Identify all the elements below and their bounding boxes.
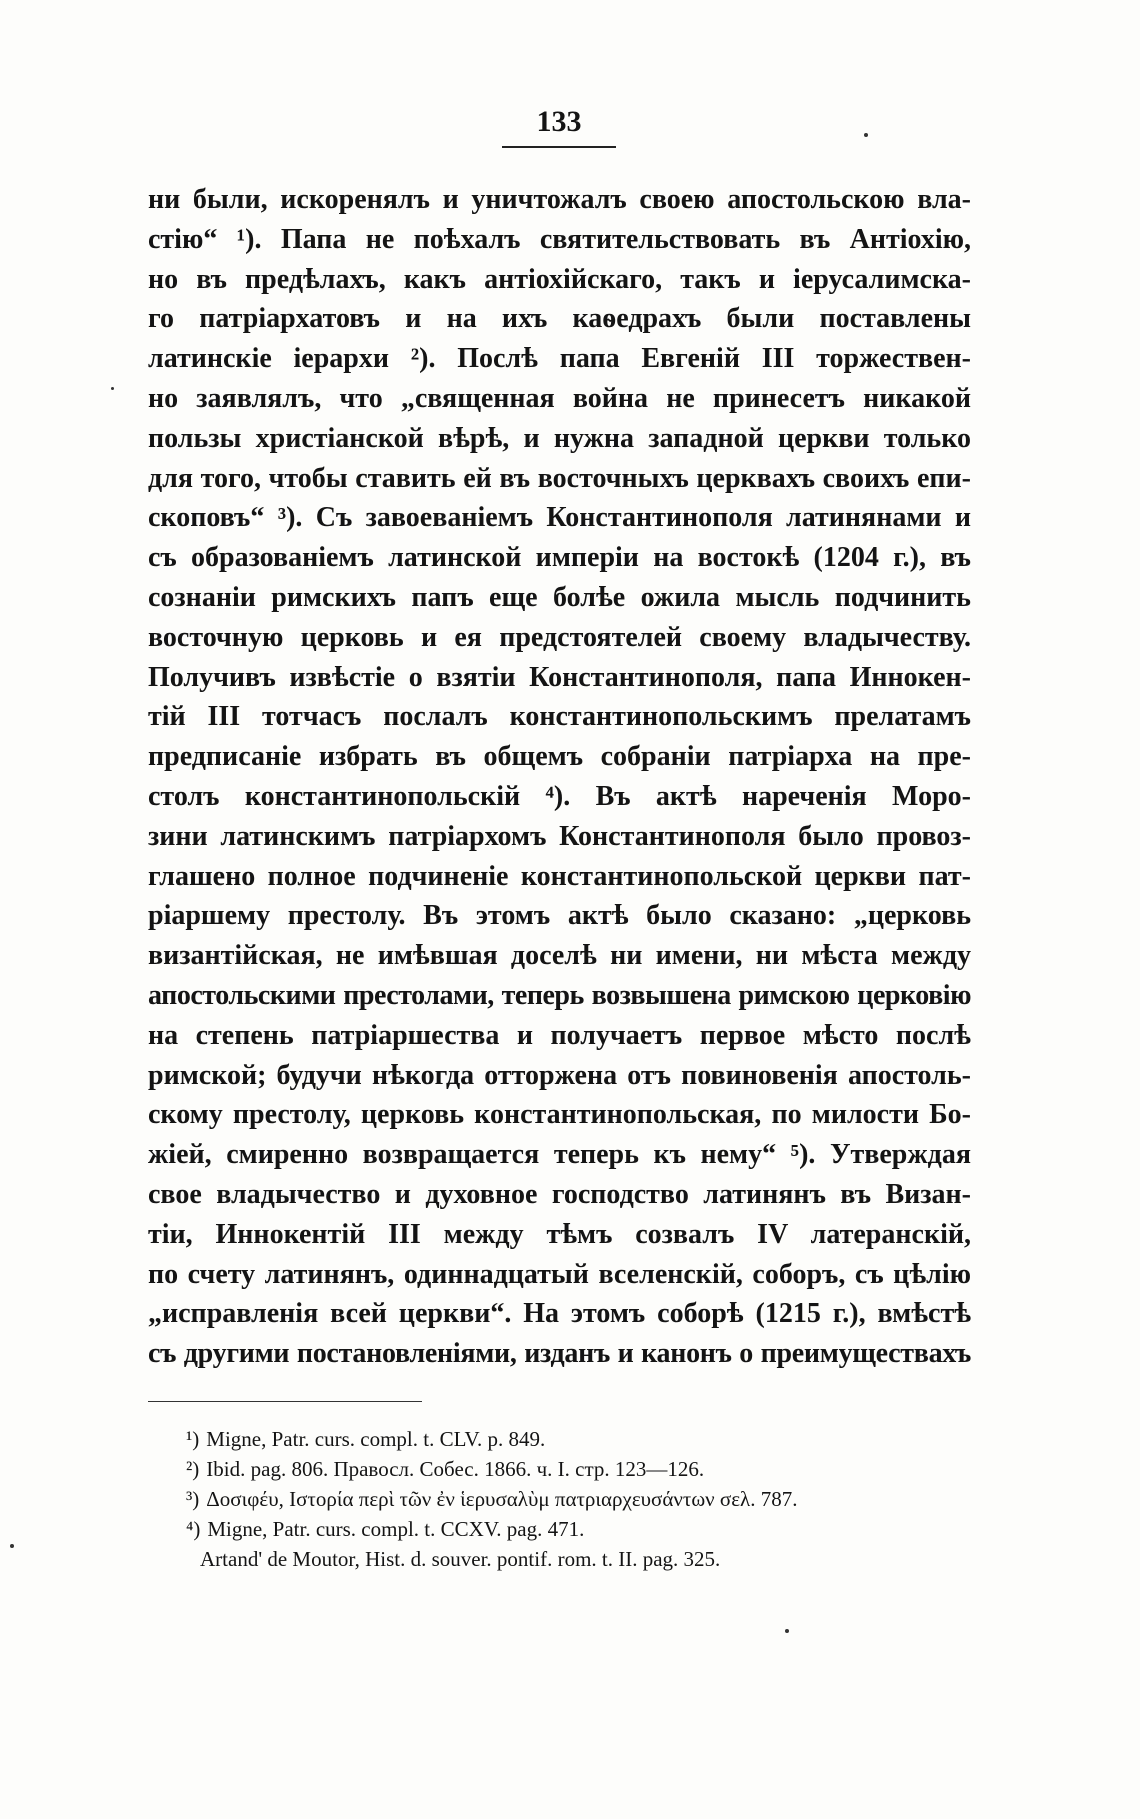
footnote-text: Artand' de Moutor, Hist. d. souver. pontif. rom. t. II. pag. 325. xyxy=(200,1547,721,1571)
footnote xyxy=(186,1454,986,1484)
page-number-underline xyxy=(502,146,616,148)
text-line: зини латинскимъ патріархомъ Константинополя было провоз- xyxy=(148,820,971,852)
text-line: ни были, искоренялъ и уничтожалъ своею апостольскою вла- xyxy=(148,184,971,215)
footnote-mark: ²) xyxy=(186,1457,200,1481)
text-line: по счету латинянъ, одиннадцатый вселенскій, соборъ, съ цѣлію xyxy=(148,1258,971,1290)
text-line: византійская, не имѣвшая доселѣ ни имени, ни мѣста между xyxy=(148,940,971,972)
text-line: тіи, Иннокентій III между тѣмъ созвалъ IV латеранскій, xyxy=(148,1218,971,1250)
scan-speck xyxy=(111,387,114,390)
text-line: предписаніе избрать въ общемъ собраніи патріарха на пре- xyxy=(148,741,971,773)
footnote-text: Ibid. pag. 806. Правосл. Собес. 1866. ч. I. стр. 123—126. xyxy=(206,1457,705,1481)
main-text-block xyxy=(148,180,971,1374)
text-line: латинскіе іерархи ²). Послѣ папа Евгеній III торжествен- xyxy=(148,343,971,375)
footnote xyxy=(186,1514,986,1544)
footnote-text: Δοσιφέυ, Ιστορία περὶ τῶν ἐν ἱερυσαλὺμ πατριαρχευσάντων σελ. 787. xyxy=(206,1487,798,1511)
text-line: жіей, смиренно возвращается теперь къ нему“ ⁵). Утверждая xyxy=(148,1139,971,1171)
footnote-text: Migne, Patr. curs. compl. t. CLV. p. 849. xyxy=(206,1427,546,1451)
text-line: столъ константинопольскій ⁴). Въ актѣ нареченія Моро- xyxy=(148,780,971,812)
text-line: апостольскими престолами, теперь возвышена римскою церковію xyxy=(148,979,971,1011)
text-line: тій III тотчасъ послалъ константинопольскимъ прелатамъ xyxy=(148,701,971,733)
text-line: ріаршему престолу. Въ этомъ актѣ было сказано: „церковь xyxy=(148,900,971,932)
text-line: свое владычество и духовное господство латинянъ въ Визан- xyxy=(148,1178,971,1210)
text-line: восточную церковь и ея предстоятелей своему владычеству. xyxy=(148,621,971,653)
text-line: скоповъ“ ³). Съ завоеваніемъ Константинополя латинянами и xyxy=(148,502,971,534)
footnote-continuation xyxy=(186,1544,986,1574)
text-line: для того, чтобы ставить ей въ восточныхъ церквахъ своихъ епи- xyxy=(148,462,971,494)
text-line: съ образованіемъ латинской имперіи на востокѣ (1204 г.), въ xyxy=(148,542,971,574)
footnotes-block xyxy=(186,1424,986,1574)
footnote xyxy=(186,1424,986,1454)
text-line: скому престолу, церковь константинопольская, по милости Бо- xyxy=(148,1099,971,1131)
text-line: но заявлялъ, что „священная война не принесетъ никакой xyxy=(148,382,971,414)
footnote-separator xyxy=(148,1401,422,1402)
scan-speck xyxy=(10,1544,14,1548)
text-line: на степень патріаршества и получаетъ первое мѣсто послѣ xyxy=(148,1019,971,1051)
scan-speck xyxy=(864,133,868,137)
text-line: го патріархатовъ и на ихъ каѳедрахъ были поставлены xyxy=(148,303,971,335)
footnote-mark: ⁴) xyxy=(186,1517,201,1541)
text-line: глашено полное подчиненіе константинопольской церкви пат- xyxy=(148,860,971,892)
scan-speck xyxy=(785,1629,789,1633)
text-line: пользы христіанской вѣрѣ, и нужна западной церкви только xyxy=(148,422,971,454)
footnote-mark: ³) xyxy=(186,1487,200,1511)
text-line: сознаніи римскихъ папъ еще болѣе ожила мысль подчинить xyxy=(148,581,971,613)
footnote xyxy=(186,1484,986,1514)
text-line: римской; будучи нѣкогда отторжена отъ повиновенія апостоль- xyxy=(148,1059,971,1091)
text-line: съ другими постановленіями, изданъ и канонъ о преимуществахъ xyxy=(148,1338,971,1370)
text-line: но въ предѣлахъ, какъ антіохійскаго, такъ и іерусалимска- xyxy=(148,263,971,295)
footnote-text: Migne, Patr. curs. compl. t. CCXV. pag. 471. xyxy=(207,1517,585,1541)
footnote-mark: ¹) xyxy=(186,1427,200,1451)
page-number: 133 xyxy=(536,105,582,138)
text-line: стію“ ¹). Папа не поѣхалъ святительствовать въ Антіохію, xyxy=(148,223,971,255)
text-line: Получивъ извѣстіе о взятіи Константинополя, папа Иннокен- xyxy=(148,661,971,693)
text-line: „исправленія всей церкви“. На этомъ соборѣ (1215 г.), вмѣстѣ xyxy=(148,1298,971,1330)
